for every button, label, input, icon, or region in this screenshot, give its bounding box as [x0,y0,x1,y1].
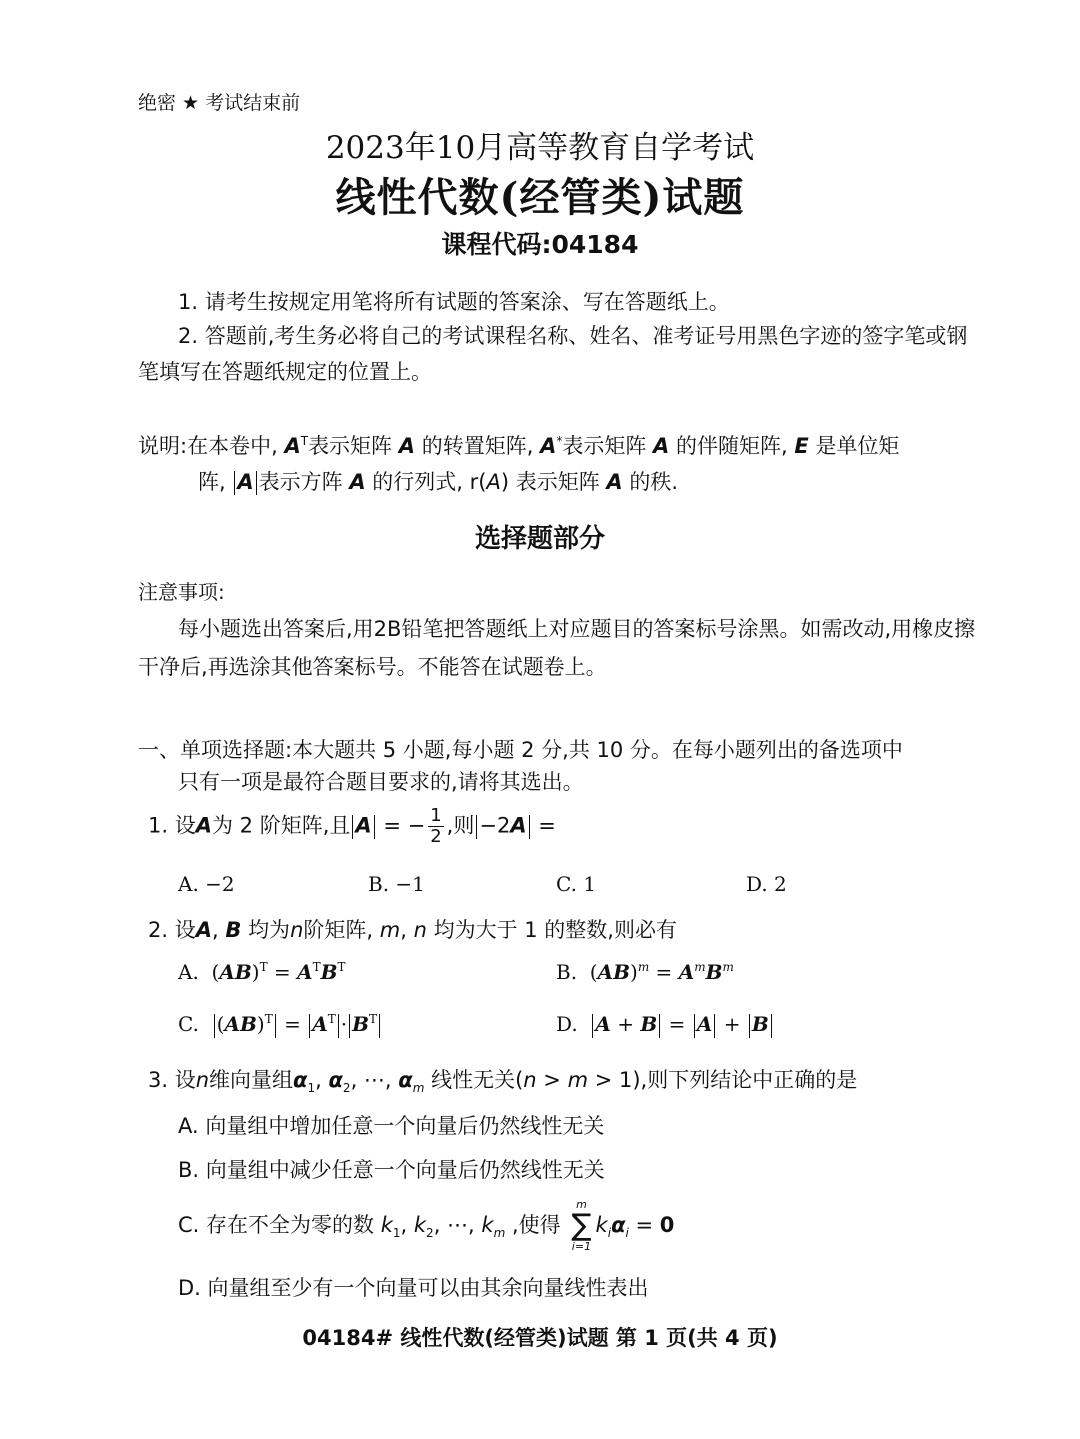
subject-title: 线性代数(经管类)试题 [335,174,745,221]
q2-option-c[interactable]: C. $(AB)^T = A^T \cdot B^T$ [178,1012,382,1038]
summation-symbol: m ∑ i=1 [571,1198,592,1253]
part1-heading-cont: 只有一项是最符合题目要求的,请将其选出。 [178,770,584,794]
question-2: 2. 设A, B 均为n阶矩阵, m, n 均为大于 1 的整数,则必有 [148,918,677,942]
question-3: 3. 设n维向量组$\alpha_1$, $\alpha_2$, ⋯, $\alpha_m$ 线性无关(n > m > 1),则下列结论中正确的是 [148,1068,858,1095]
q2-option-b[interactable]: B. $(AB)^m = A^mB^m$ [556,960,734,984]
q1-option-a[interactable]: A. −2 [178,872,235,896]
attention-body: 每小题选出答案后,用2B铅笔把答题纸上对应题目的答案标号涂黑。如需改动,用橡皮擦干净后,再选涂其他答案标号。不能答在试题卷上。 [138,617,976,679]
notation-label: 说明: [138,434,188,458]
q3-option-a[interactable]: A. 向量组中增加任意一个向量后仍然线性无关 [178,1114,605,1138]
section-title: 选择题部分 [474,524,605,554]
instruction-2: 2. 答题前,考生务必将自己的考试课程名称、姓名、准考证号用黑色字迹的签字笔或钢笔填写在答题纸规定的位置上。 [138,324,968,384]
notation-line-1: 说明:在本卷中, $A^T$表示矩阵 A 的转置矩阵, A*表示矩阵 A 的伴随矩阵, E 是单位矩 [138,434,900,458]
q2-option-d[interactable]: D. A + B = A + B [556,1012,774,1038]
q3-option-d[interactable]: D. 向量组至少有一个向量可以由其余向量线性表出 [178,1276,649,1300]
confidential-mark: 绝密 ★ 考试结束前 [138,92,301,114]
course-code: 课程代码:04184 [441,230,639,259]
question-1: 1. 设A为 2 阶矩阵,且 A = − $\frac{1}{2}$ ,则 −2A = [148,805,556,847]
part1-heading: 一、单项选择题:本大题共 5 小题,每小题 2 分,共 10 分。在每小题列出的备选项中 [138,738,903,762]
attention-label: 注意事项: [138,580,225,604]
q3-option-c[interactable]: C. 存在不全为零的数 $k_1$, $k_2$, ⋯, $k_m$ ,使得 m ∑ i=1 $k_i\alpha_i = 0$ [178,1198,675,1253]
q3-option-b[interactable]: B. 向量组中减少任意一个向量后仍然线性无关 [178,1158,605,1182]
instruction-1: 1. 请考生按规定用笔将所有试题的答案涂、写在答题纸上。 [178,290,730,314]
q2-option-a[interactable]: A. $(AB)^T = A^TB^T$ [178,960,346,984]
q1-option-c[interactable]: C. 1 [556,872,597,896]
q1-option-d[interactable]: D. 2 [746,872,787,896]
page-footer: 04184# 线性代数(经管类)试题 第 1 页(共 4 页) [302,1326,778,1350]
notation-line-2: 阵, A 表示方阵 A 的行列式, r(A) 表示矩阵 A 的秩. [198,470,679,494]
q1-option-b[interactable]: B. −1 [368,872,425,896]
exam-title: 2023年10月高等教育自学考试 [325,130,755,166]
